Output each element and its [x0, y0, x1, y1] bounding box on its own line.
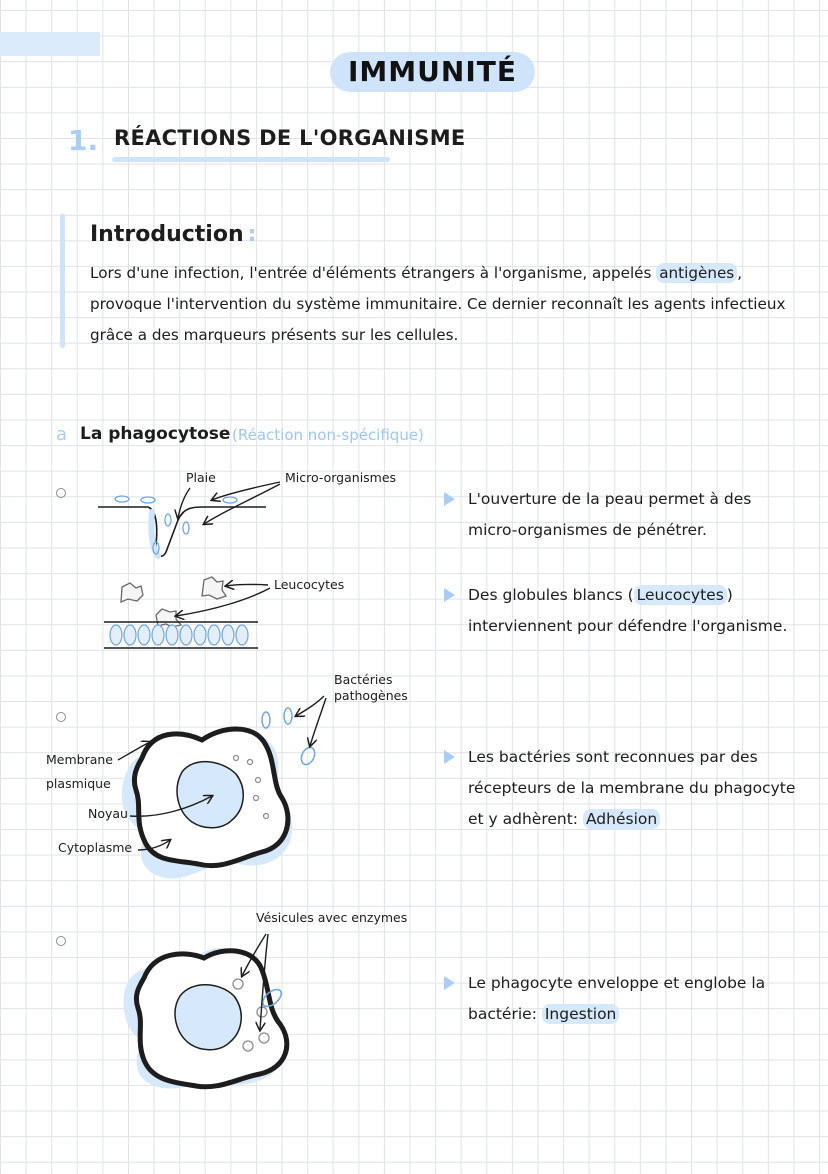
label-membrane: Membrane	[46, 752, 113, 767]
leucocyte	[202, 577, 226, 599]
bullet-triangle-icon	[444, 976, 455, 990]
intro-heading: Introduction	[90, 222, 244, 247]
red-blood-cells	[110, 625, 248, 645]
highlight-ingestion: Ingestion	[542, 1004, 620, 1024]
microbe	[183, 522, 189, 534]
bullet-text-before: Les bactéries sont reconnues par des récepteurs de la membrane du phagocyte et y adhèrent:	[468, 748, 796, 828]
phagocyte-adhesion-diagram	[118, 696, 326, 878]
bacterium	[262, 712, 270, 728]
bullet-adhesion	[468, 742, 808, 835]
bullet-text-after: ) interviennent pour défendre l'organisme.	[468, 586, 788, 635]
label-vesicules: Vésicules avec enzymes	[256, 910, 408, 925]
label-cytoplasme: Cytoplasme	[58, 840, 133, 855]
bullet-text-before: Des globules blancs (	[468, 586, 634, 604]
label-membrane-plasmique	[46, 748, 113, 796]
subsection-note: (Réaction non-spécifique)	[232, 426, 424, 444]
label-bacteries: Bactéries	[334, 672, 393, 687]
leucocyte	[156, 609, 181, 627]
intro-text-after: , provoque l'intervention du système immunitaire. Ce dernier reconnaît les agents infectieux grâce a des marqueurs présents sur les cellules.	[90, 264, 786, 344]
skin-surface	[98, 507, 266, 556]
bullet-skin-opening	[468, 484, 788, 546]
phagocyte-nucleus	[175, 985, 241, 1050]
microbe	[223, 497, 237, 503]
microbe	[141, 497, 155, 503]
leucocyte	[121, 583, 143, 602]
microbe	[115, 496, 129, 502]
label-bacteries-pathogenes	[334, 672, 408, 704]
plaie-arrow	[178, 488, 190, 518]
section-number: 1.	[68, 124, 99, 157]
microbe	[165, 514, 171, 526]
label-plaie: Plaie	[186, 470, 216, 485]
bacterium	[284, 708, 292, 724]
subsection-title: La phagocytose	[80, 424, 231, 444]
bullet-leucocytes	[468, 580, 808, 642]
bullet-ingestion	[468, 968, 788, 1030]
intro-colon: :	[247, 222, 257, 247]
bullet-triangle-icon	[444, 588, 455, 602]
bacteries-arrow-1	[296, 696, 324, 716]
bacterium	[299, 745, 317, 766]
phagocyte-nucleus	[177, 762, 243, 828]
label-leucocytes: Leucocytes	[274, 577, 345, 592]
label-noyau: Noyau	[88, 806, 128, 821]
section-title: RÉACTIONS DE L'ORGANISME	[114, 126, 466, 150]
micro-arrow-2	[204, 484, 280, 524]
leucocytes-arrow-1	[226, 584, 268, 586]
bullet-triangle-icon	[444, 492, 455, 506]
bullet-text: L'ouverture de la peau permet à des micro-organismes de pénétrer.	[468, 490, 752, 539]
phagocyte-ingestion-diagram	[123, 934, 286, 1089]
intro-text-before: Lors d'une infection, l'entrée d'éléments étrangers à l'organisme, appelés	[90, 264, 657, 282]
page-title: IMMUNITÉ	[348, 55, 517, 88]
label-micro-organismes: Micro-organismes	[285, 470, 397, 485]
highlight-adhesion: Adhésion	[583, 809, 660, 829]
wound-diagram	[98, 482, 280, 648]
label-plasmique: plasmique	[46, 776, 111, 791]
subsection-letter: a	[56, 424, 68, 445]
label-pathogenes: pathogènes	[334, 688, 408, 703]
micro-arrow-1	[212, 482, 280, 500]
bullet-triangle-icon	[444, 750, 455, 764]
highlight-leucocytes: Leucocytes	[634, 585, 727, 605]
bullet-text-before: Le phagocyte enveloppe et englobe la bactérie:	[468, 974, 766, 1023]
intro-highlight-antigenes: antigènes	[656, 263, 737, 283]
